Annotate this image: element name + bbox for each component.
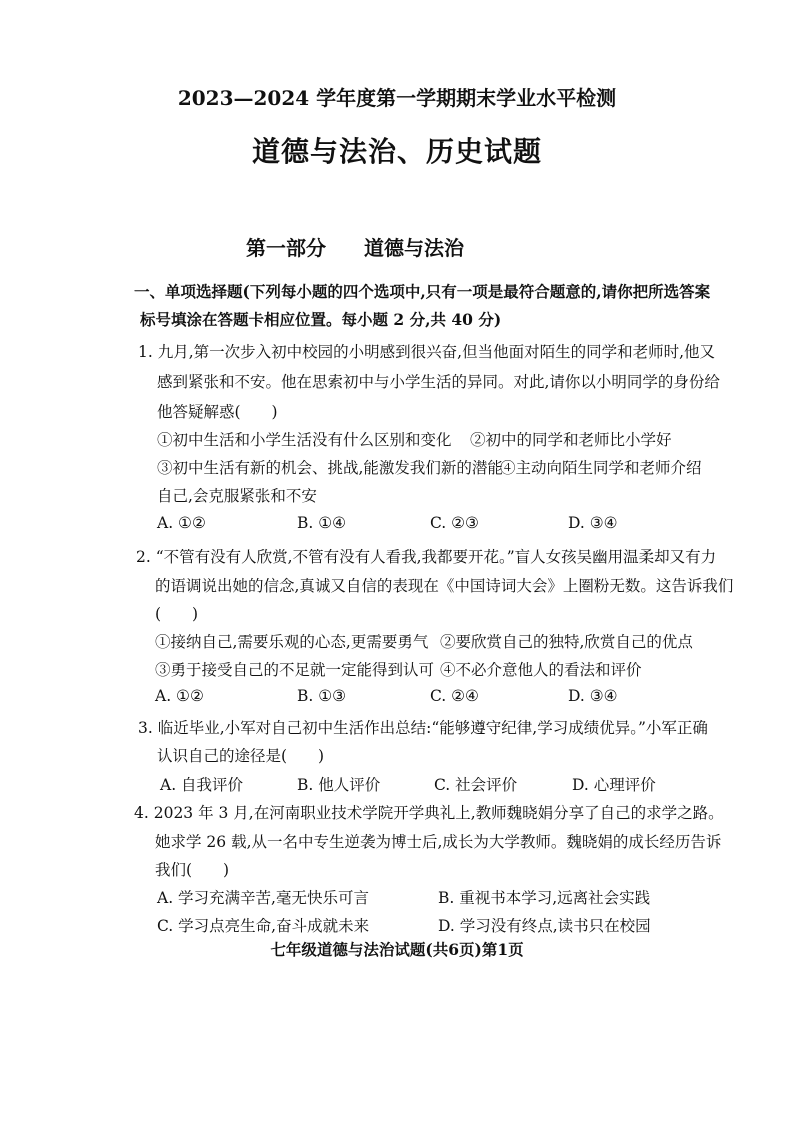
q4-option-a[interactable]: A. 学习充满辛苦,毫无快乐可言	[157, 889, 369, 907]
q3-option-c[interactable]: C. 社会评价	[434, 776, 518, 794]
q3-option-d[interactable]: D. 心理评价	[572, 776, 656, 794]
q2-option-c[interactable]: C. ②④	[430, 687, 479, 705]
q2-stem-line1: 2. “不管有没有人欣赏,不管有没有人看我,我都要开花。”盲人女孩吴幽用温柔却又有力	[136, 548, 717, 566]
q1-option-a[interactable]: A. ①②	[157, 514, 206, 532]
q2-statement-4: ④不必介意他人的看法和评价	[440, 661, 642, 679]
q1-stem-line2: 感到紧张和不安。他在思索初中与小学生活的异同。对此,请你以小明同学的身份给	[157, 373, 720, 391]
q3-stem-line2: 认识自己的途径是( )	[157, 747, 325, 765]
q3-option-b[interactable]: B. 他人评价	[297, 776, 381, 794]
q4-option-b[interactable]: B. 重视书本学习,远离社会实践	[438, 889, 651, 907]
q1-option-b[interactable]: B. ①④	[297, 514, 347, 532]
q4-stem-line2: 她求学 26 载,从一名中专生逆袭为博士后,成长为大学教师。魏晓娟的成长经历告诉	[155, 833, 722, 851]
q4-option-d[interactable]: D. 学习没有终点,读书只在校园	[438, 917, 651, 935]
q1-statement-4: ④主动向陌生同学和老师介绍	[500, 459, 702, 477]
q3-stem-line1: 3. 临近毕业,小军对自己初中生活作出总结:“能够遵守纪律,学习成绩优异。”小军正确	[138, 719, 708, 737]
page-footer: 七年级道德与法治试题(共6页)第1页	[270, 940, 524, 959]
q1-statement-2: ②初中的同学和老师比小学好	[470, 431, 672, 449]
exam-title-year: 2023—2024 学年度第一学期期末学业水平检测	[177, 86, 617, 110]
q2-statement-2: ②要欣赏自己的独特,欣赏自己的优点	[440, 633, 693, 651]
part-label: 第一部分	[246, 236, 326, 260]
q2-option-b[interactable]: B. ①③	[297, 687, 347, 705]
q4-option-c[interactable]: C. 学习点亮生命,奋斗成就未来	[157, 917, 370, 935]
q2-stem-line3: ( )	[155, 605, 199, 623]
q1-option-d[interactable]: D. ③④	[568, 514, 618, 532]
q1-stem-line3: 他答疑解惑( )	[157, 403, 278, 421]
q3-option-a[interactable]: A. 自我评价	[160, 776, 244, 794]
q4-stem-line1: 4. 2023 年 3 月,在河南职业技术学院开学典礼上,教师魏晓娟分享了自己的求学之路。	[134, 804, 724, 822]
q1-statement-3: ③初中生活有新的机会、挑战,能激发我们新的潜能	[157, 459, 503, 477]
q1-statement-4-cont: 自己,会克服紧张和不安	[157, 487, 317, 505]
q2-option-a[interactable]: A. ①②	[155, 687, 204, 705]
section-instruction-line1: 一、单项选择题(下列每小题的四个选项中,只有一项是最符合题意的,请你把所选答案	[134, 282, 711, 301]
exam-title-subject: 道德与法治、历史试题	[251, 135, 542, 168]
part-subject: 道德与法治	[364, 236, 464, 260]
q2-statement-3: ③勇于接受自己的不足就一定能得到认可	[155, 661, 435, 679]
q2-option-d[interactable]: D. ③④	[568, 687, 618, 705]
q2-stem-line2: 的语调说出她的信念,真诚又自信的表现在《中国诗词大会》上圈粉无数。这告诉我们	[155, 577, 734, 595]
q4-stem-line3: 我们( )	[155, 861, 230, 879]
part-heading	[246, 232, 464, 261]
q1-statement-1: ①初中生活和小学生活没有什么区别和变化	[157, 431, 452, 449]
q1-option-c[interactable]: C. ②③	[430, 514, 479, 532]
q2-statement-1: ①接纳自己,需要乐观的心态,更需要勇气	[155, 633, 429, 651]
section-instruction-line2: 标号填涂在答题卡相应位置。每小题 2 分,共 40 分)	[140, 310, 502, 329]
q1-stem-line1: 1. 九月,第一次步入初中校园的小明感到很兴奋,但当他面对陌生的同学和老师时,他又	[138, 343, 715, 361]
